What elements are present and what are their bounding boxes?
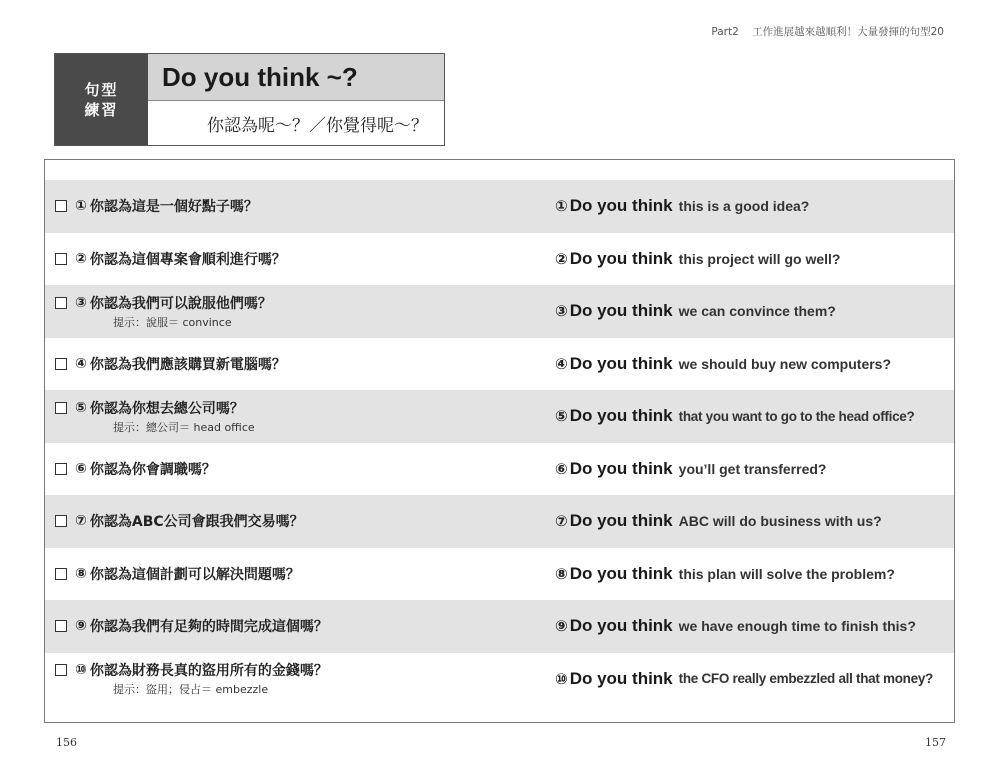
english-cell [555,301,944,321]
english-cell [555,406,944,426]
item-number-en: ⑧ [555,564,568,583]
practice-row [45,443,954,496]
pattern-phrase: Do you think [569,196,673,216]
practice-row [45,233,954,286]
chinese-cell [55,511,545,531]
page-number-right: 157 [925,736,946,749]
chinese-sentence: 你認為我們應該購買新電腦嗎？ [89,356,286,373]
english-sentence: this plan will solve the problem? [678,565,895,582]
pattern-chinese-title: 你認為呢～？／你覺得呢～？ [207,115,428,136]
item-number-en: ① [555,197,568,216]
item-number: ⑥ [75,460,87,477]
english-cell [555,354,944,374]
practice-row [45,495,954,548]
chinese-cell [55,564,545,584]
practice-row [45,653,954,706]
english-sentence: the CFO really embezzled all that money? [678,671,933,687]
running-head-title: 工作進展越來越順利！大量發揮的句型20 [752,26,944,38]
chinese-sentence: 你認為這個計劃可以解決問題嗎？ [89,566,300,583]
checkbox[interactable] [55,664,67,676]
item-number-en: ⑨ [555,617,568,636]
practice-row [45,180,954,233]
item-number: ① [75,198,87,215]
pattern-practice-label [55,54,148,145]
item-number: ⑦ [75,513,87,530]
english-sentence: that you want to go to the head office? [678,408,915,424]
checkbox[interactable] [55,402,67,414]
hint-text: 提示：說服＝ convince [113,315,232,329]
chinese-cell [55,354,545,374]
pattern-phrase: Do you think [569,511,673,531]
pattern-phrase: Do you think [569,353,673,373]
pattern-phrase: Do you think [569,563,673,583]
practice-table [44,159,955,723]
checkbox[interactable] [55,253,67,265]
practice-row [45,600,954,653]
chinese-sentence: 你認為ABC公司會跟我們交易嗎？ [89,514,304,531]
chinese-sentence: 你認為我們有足夠的時間完成這個嗎？ [89,619,328,636]
practice-row [45,548,954,601]
english-cell [555,459,944,479]
running-head [711,24,944,39]
chinese-sentence: 你認為這個專案會順利進行嗎？ [89,251,286,268]
english-sentence: ABC will do business with us? [678,513,882,530]
item-number-en: ⑦ [555,512,568,531]
item-number: ③ [75,294,87,311]
item-number-en: ⑥ [555,459,568,478]
item-number-en: ② [555,249,568,268]
running-head-part: Part2 [711,26,739,38]
english-cell [555,511,944,531]
pattern-title-box [54,53,445,146]
checkbox[interactable] [55,297,67,309]
label-line-2: 練習 [84,100,119,119]
chinese-cell [55,398,545,435]
hint-text: 提示：總公司＝ head office [113,420,255,434]
chinese-sentence: 你認為這是一個好點子嗎？ [89,199,258,216]
english-sentence: this is a good idea? [678,198,810,215]
pattern-phrase: Do you think [569,301,673,321]
chinese-cell [55,660,545,697]
item-number: ④ [75,355,87,372]
pattern-phrase: Do you think [569,458,673,478]
english-sentence: you’ll get transferred? [678,460,827,477]
practice-row [45,338,954,391]
chinese-sentence: 你認為我們可以說服他們嗎？ [89,295,272,312]
item-number-en: ③ [555,302,568,321]
practice-row [45,390,954,443]
english-sentence: we should buy new computers? [678,355,892,372]
chinese-cell [55,249,545,269]
chinese-cell [55,293,545,330]
hint-text: 提示：盜用；侵占＝ embezzle [113,683,269,697]
item-number-en: ④ [555,354,568,373]
item-number: ⑩ [75,662,87,679]
pattern-phrase: Do you think [569,668,673,688]
pattern-phrase: Do you think [569,406,673,426]
chinese-cell [55,459,545,479]
chinese-cell [55,616,545,636]
english-cell [555,564,944,584]
english-cell [555,249,944,269]
chinese-sentence: 你認為你會調職嗎？ [89,461,216,478]
label-line-1: 句型 [84,80,119,99]
practice-row [45,285,954,338]
english-sentence: we have enough time to finish this? [678,618,916,635]
pattern-phrase: Do you think [569,616,673,636]
english-sentence: we can convince them? [678,303,836,320]
chinese-sentence: 你認為財務長真的盜用所有的金錢嗎？ [89,663,328,680]
checkbox[interactable] [55,200,67,212]
item-number-en: ⑩ [555,669,568,688]
checkbox[interactable] [55,463,67,475]
item-number-en: ⑤ [555,407,568,426]
checkbox[interactable] [55,568,67,580]
english-sentence: this project will go well? [678,250,841,267]
checkbox[interactable] [55,358,67,370]
chinese-cell [55,196,545,216]
item-number: ② [75,250,87,267]
checkbox[interactable] [55,620,67,632]
pattern-phrase: Do you think [569,248,673,268]
english-cell [555,669,944,689]
pattern-english-title: Do you think ~? [148,54,444,101]
title-right [148,54,444,145]
item-number: ⑤ [75,399,87,416]
english-cell [555,196,944,216]
english-cell [555,616,944,636]
checkbox[interactable] [55,515,67,527]
chinese-sentence: 你認為你想去總公司嗎？ [89,400,244,417]
item-number: ⑧ [75,565,87,582]
page-number-left: 156 [56,736,77,749]
item-number: ⑨ [75,618,87,635]
